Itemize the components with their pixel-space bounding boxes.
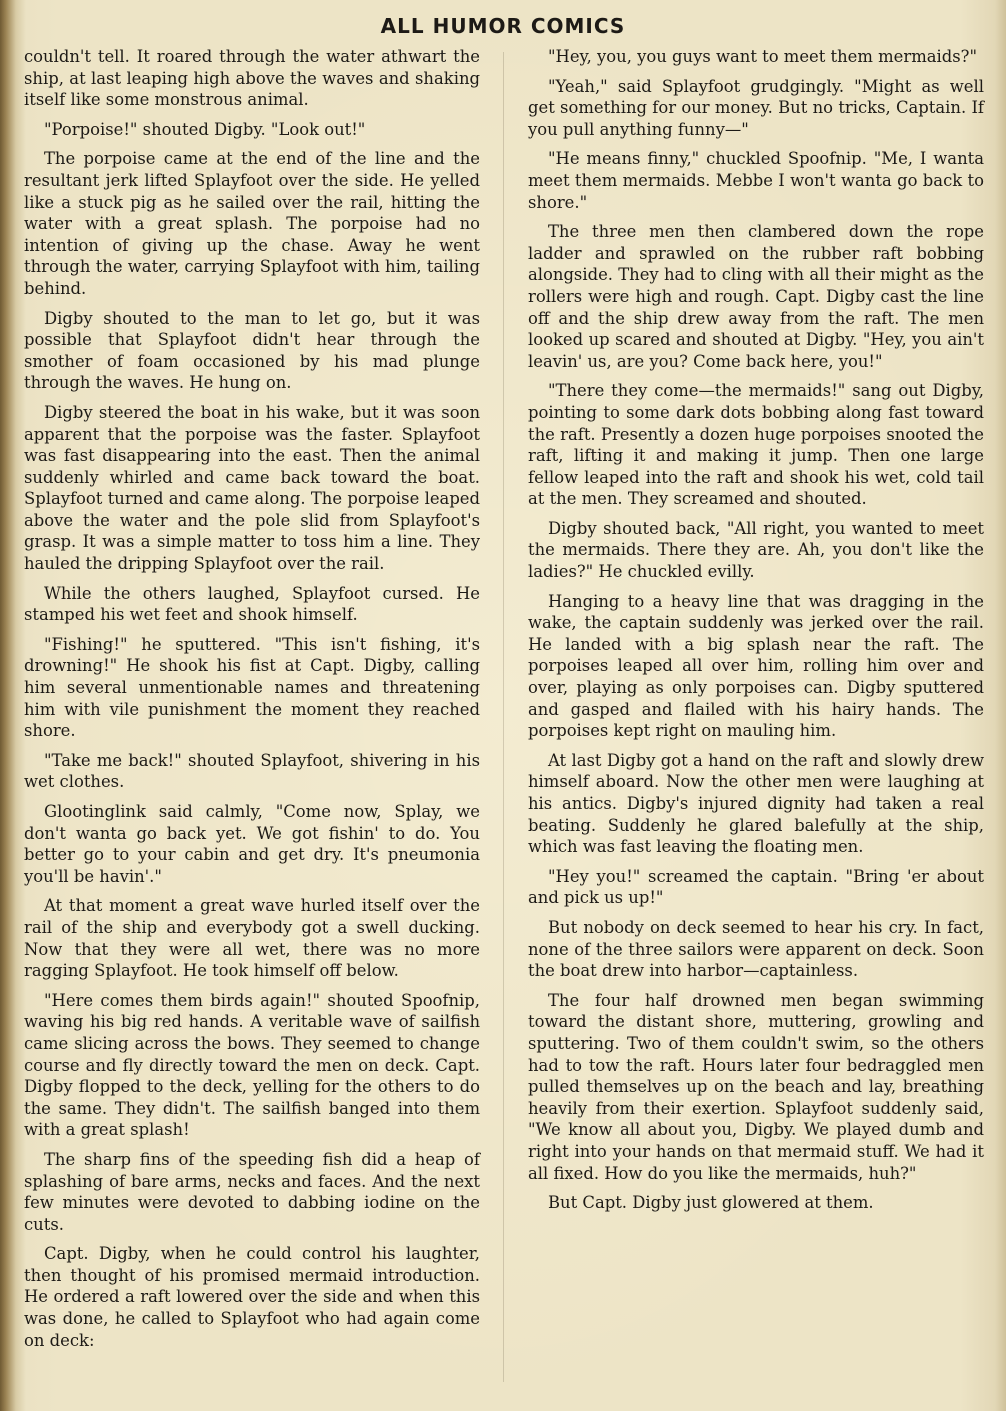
column-divider <box>503 52 504 1382</box>
paragraph: "There they come—the mermaids!" sang out Digby, pointing to some dark dots bobbing along fast toward the raft. Presently a dozen huge porpoises snooted the raft, lifting it and making it jump. Then one large fellow leaped into the raft and shook his wet, cold tail at the men. They screamed and shouted. <box>528 381 984 509</box>
paragraph: Glootinglink said calmly, "Come now, Splay, we don't wanta go back yet. We got fishin' to do. You better go to your cabin and get dry. It's pneumonia you'll be havin'." <box>24 802 480 886</box>
right-text-column <box>528 46 984 1222</box>
page-header-title: ALL HUMOR COMICS <box>380 14 626 38</box>
paragraph: Capt. Digby, when he could control his laughter, then thought of his promised mermaid introduction. He ordered a raft lowered over the side and when this was done, he called to Splayfoot who had again come on deck: <box>24 1244 480 1350</box>
paragraph: But nobody on deck seemed to hear his cry. In fact, none of the three sailors were apparent on deck. Soon the boat drew into harbor—captainless. <box>528 917 984 981</box>
paragraph: At that moment a great wave hurled itself over the rail of the ship and everybody got a swell ducking. Now that they were all wet, there was no more ragging Splayfoot. He took himself off below. <box>24 896 480 981</box>
paragraph: "Here comes them birds again!" shouted Spoofnip, waving his big red hands. A veritable wave of sailfish came slicing across the bows. They seemed to change course and fly directly toward the men on deck. Capt. Digby flopped to the deck, yelling for the others to do the same. They didn't. The sailfish banged into them with a great splash! <box>24 990 480 1140</box>
paragraph: The three men then clambered down the rope ladder and sprawled on the rubber raft bobbing alongside. They had to cling with all their might as the rollers were high and rough. Capt. Digby cast the line off and the ship drew away from the raft. The men looked up scared and shouted at Digby. "Hey, you ain't leavin' us, are you? Come back here, you!" <box>528 222 984 371</box>
paragraph: "Take me back!" shouted Splayfoot, shivering in his wet clothes. <box>24 750 480 792</box>
paragraph: "Yeah," said Splayfoot grudgingly. "Might as well get something for our money. But no tricks, Captain. If you pull anything funny—" <box>528 76 984 139</box>
paragraph: The four half drowned men began swimming toward the distant shore, muttering, growling and sputtering. Two of them couldn't swim, so the others had to tow the raft. Hours later four bedraggled men pulled themselves up on the beach and lay, breathing heavily from their exertion. Splayfoot suddenly said, "We know all about you, Digby. We played dumb and right into your hands on that mermaid stuff. We had it all fixed. How do you like the mermaids, huh?" <box>528 990 984 1183</box>
paragraph: "He means finny," chuckled Spoofnip. "Me, I wanta meet them mermaids. Mebbe I won't wanta go back to shore." <box>528 149 984 212</box>
paragraph: Digby shouted back, "All right, you wanted to meet the mermaids. There they are. Ah, you don't like the ladies?" He chuckled evilly. <box>528 518 984 582</box>
paragraph: couldn't tell. It roared through the water athwart the ship, at last leaping high above the waves and shaking itself like some monstrous animal. <box>24 47 480 110</box>
paragraph: At last Digby got a hand on the raft and slowly drew himself aboard. Now the other men were laughing at his antics. Digby's injured dignity had taken a real beating. Suddenly he glared balefully at the ship, which was fast leaving the floating men. <box>528 750 984 857</box>
paragraph: Digby shouted to the man to let go, but it was possible that Splayfoot didn't hear through the smother of foam occasioned by his mad plunge through the waves. He hung on. <box>24 308 480 393</box>
paragraph: Hanging to a heavy line that was dragging in the wake, the captain suddenly was jerked over the rail. He landed with a big splash near the raft. The porpoises leaped all over him, rolling him over and over, playing as only porpoises can. Digby sputtered and gasped and flailed with his hairy hands. The porpoises kept right on mauling him. <box>528 591 984 741</box>
paragraph: "Hey, you, you guys want to meet them mermaids?" <box>548 47 977 66</box>
paragraph: The porpoise came at the end of the line and the resultant jerk lifted Splayfoot over the side. He yelled like a stuck pig as he sailed over the rail, hitting the water with a great splash. The porpoise had no intention of giving up the chase. Away he went through the water, carrying Splayfoot with him, tailing behind. <box>24 149 480 298</box>
paragraph: The sharp fins of the speeding fish did a heap of splashing of bare arms, necks and faces. And the next few minutes were devoted to dabbing iodine on the cuts. <box>24 1149 480 1234</box>
paragraph: "Hey you!" screamed the captain. "Bring 'er about and pick us up!" <box>528 866 984 908</box>
paragraph: But Capt. Digby just glowered at them. <box>548 1193 874 1213</box>
paragraph: Digby steered the boat in his wake, but it was soon apparent that the porpoise was the faster. Splayfoot was fast disappearing into the east. Then the animal suddenly whirled and came back toward the boat. Splayfoot turned and came along. The porpoise leaped above the water and the pole slid from Splayfoot's grasp. It was a simple matter to toss him a line. They hauled the dripping Splayfoot over the rail. <box>24 402 480 574</box>
paragraph: "Porpoise!" shouted Digby. "Look out!" <box>44 119 366 139</box>
left-text-column <box>24 46 480 1359</box>
paragraph: "Fishing!" he sputtered. "This isn't fishing, it's drowning!" He shook his fist at Capt. Digby, calling him several unmentionable names and threatening him with vile punishment the moment they reached shore. <box>24 634 480 741</box>
paragraph: While the others laughed, Splayfoot cursed. He stamped his wet feet and shook himself. <box>24 583 480 625</box>
